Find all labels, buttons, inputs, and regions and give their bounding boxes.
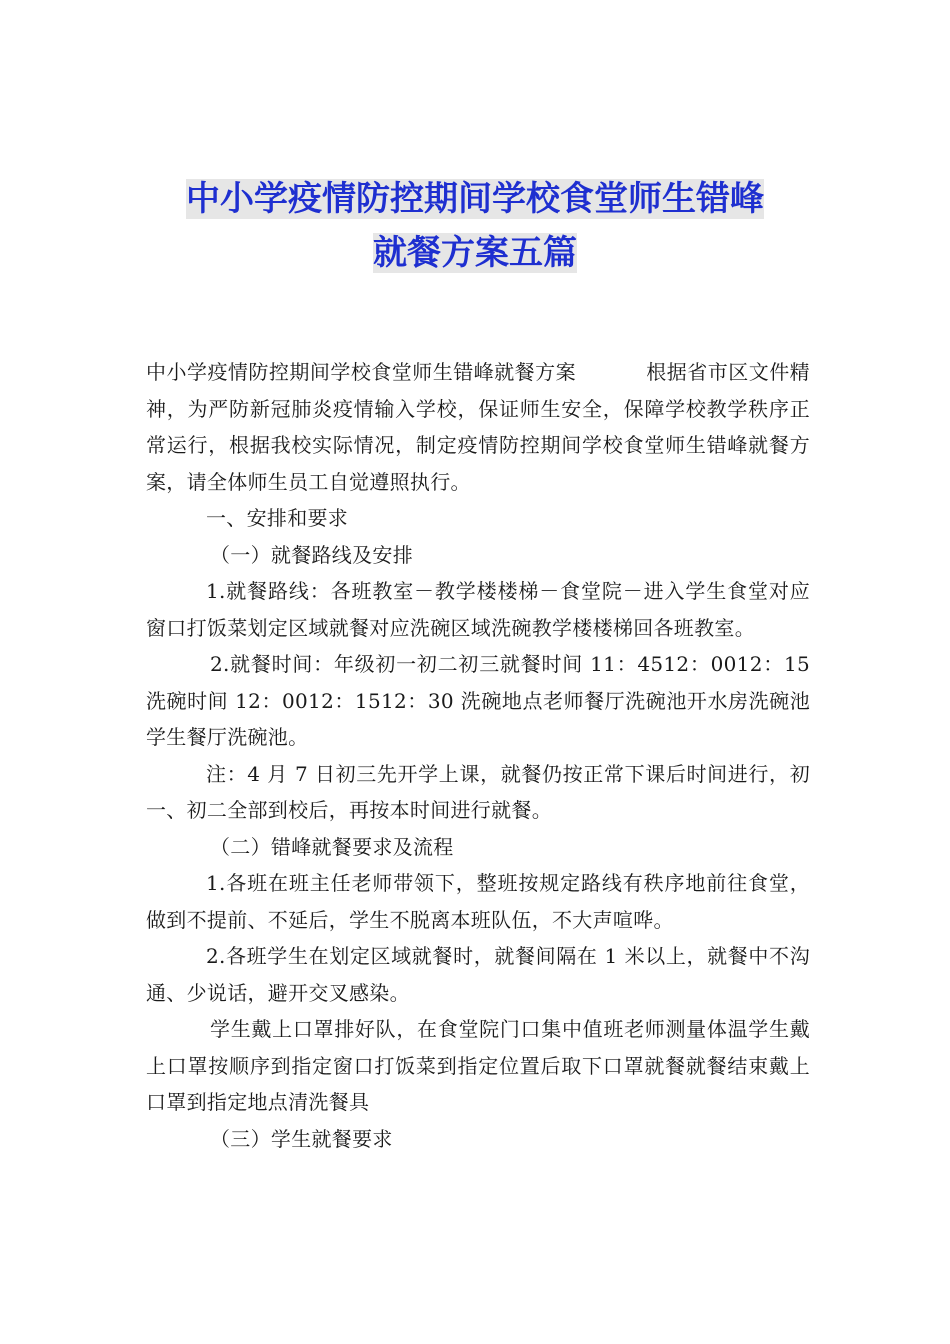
section-heading-1: 一、安排和要求 [206, 506, 349, 530]
document-body [146, 354, 810, 1157]
document-title [140, 172, 810, 280]
subsection-heading-2: （二）错峰就餐要求及流程 [210, 834, 454, 859]
paragraph-requirement-1: 1.各班在班主任老师带领下，整班按规定路线有秩序地前往食堂，做到不提前、不延后，学生不脱离本班队伍，不大声喧哗。 [146, 871, 810, 932]
subsection-heading-3: （三）学生就餐要求 [210, 1126, 393, 1151]
paragraph-route: 1.就餐路线：各班教室－教学楼楼梯－食堂院－进入学生食堂对应窗口打饭菜划定区域就餐对应洗碗区域洗碗教学楼楼梯回各班教室。 [146, 579, 810, 640]
paragraph-flow: 学生戴上口罩排好队，在食堂院门口集中值班老师测量体温学生戴上口罩按顺序到指定窗口打饭菜到指定位置后取下口罩就餐就餐结束戴上口罩到指定地点清洗餐具 [146, 1017, 810, 1114]
subsection-heading-1: （一）就餐路线及安排 [210, 542, 413, 567]
intro-body-text: 根据省市区文件精神，为严防新冠肺炎疫情输入学校，保证师生安全，保障学校教学秩序正常运行，根据我校实际情况，制定疫情防控期间学校食堂师生错峰就餐方案，请全体师生员工自觉遵照执行。 [146, 360, 810, 494]
paragraph-time: 2.就餐时间：年级初一初二初三就餐时间 11：4512：0012：15 洗碗时间 12：0012：1512：30 洗碗地点老师餐厅洗碗池开水房洗碗池学生餐厅洗碗池。 [146, 652, 810, 749]
paragraph-requirement-2: 2.各班学生在划定区域就餐时，就餐间隔在 1 米以上，就餐中不沟通、少说话，避开交叉感染。 [146, 944, 810, 1005]
intro-heading-text: 中小学疫情防控期间学校食堂师生错峰就餐方案 [146, 360, 577, 384]
intro-paragraph [146, 354, 810, 500]
paragraph-note: 注：4 月 7 日初三先开学上课，就餐仍按正常下课后时间进行，初一、初二全部到校后，再按本时间进行就餐。 [146, 761, 810, 822]
title-line-2: 就餐方案五篇 [373, 233, 577, 273]
title-line-1: 中小学疫情防控期间学校食堂师生错峰 [186, 179, 764, 219]
